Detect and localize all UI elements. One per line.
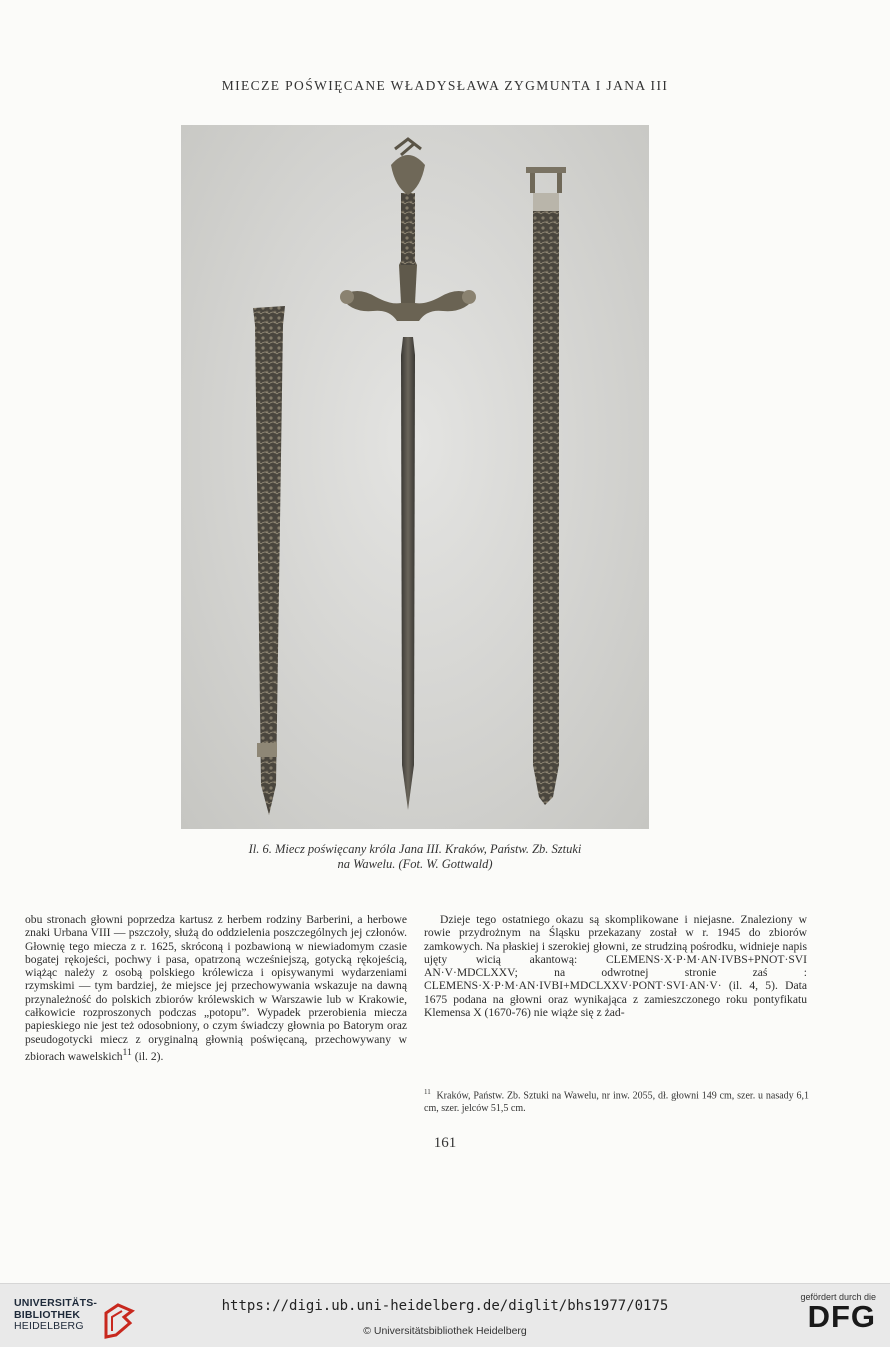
viewer-footer xyxy=(0,1283,890,1347)
caption-line-1: Il. 6. Miecz poświęcany króla Jana III. Kraków, Państw. Zb. Sztuki xyxy=(248,842,582,856)
library-name-line-2: BIBLIOTHEK xyxy=(14,1308,81,1321)
dfg-logo[interactable] xyxy=(786,1292,876,1332)
scabbard xyxy=(253,306,285,815)
copyright-notice: © Universitätsbibliothek Heidelberg xyxy=(363,1325,527,1337)
sword-belt xyxy=(526,167,566,805)
body-left-text: obu stronach głowni poprzedza kartusz z herbem rodziny Barberini, a herbowe znaki Urbana VIII — pszczoły, służą do oddzielenia poszczególnych jej członów. Głownię tego miecza z r. 1625, skróconą i pozbawioną w niewiadomym czasie bogatej rękojeści, pochwy i pasa, opatrzoną wcześniejszą, gotycką rękojeścią, wiążąc należy z osobą polskiego królewicza i opisywanymi wydarzeniami rzymskimi — tym bardziej, że miejsce jej przechowywania wskazuje na dawną przynależność do polskich zbiorów królewskich w Warszawie lub w Krakowie, całkowicie rozproszonych podczas „potopu”. Wypadek przerobienia miecza papieskiego nie jest też odosobniony, o czym świadczy głownia po Batorym oraz pseudogotycki miecz z oryginalną głownią poświęcaną, przechowywany w zbiorach wawelskich xyxy=(25,913,407,1063)
body-paragraph: Dzieje tego ostatniego okazu są skomplikowane i niejasne. Znaleziony w rowie przydrożnym na Śląsku przekazany został w r. 1945 do zbiorów zamkowych. Na płaskiej i szerokiej głowni, ze strudziną pośrodku, widnieje napis ujęty wicią akantową: CLEMENS·X·P·M·AN·IVBS+PNOT·SVI AN·V·MDCLXXV; na odwrotnej stronie zaś : CLEMENS·X·P·M·AN·IVBI+MDCLXXV·PONT·SVI·AN·V· (il. 4, 5). Data 1675 podana na głowni oraz wynikająca z zamieszczonego roku pontyfikatu Klemensa X (1670-76) nie wiąże się z żad- xyxy=(424,913,807,1020)
sword xyxy=(340,139,476,810)
library-name-line-3: HEIDELBERG xyxy=(14,1320,84,1332)
funding-note: gefördert durch die xyxy=(800,1292,876,1302)
body-column-left xyxy=(25,913,407,1063)
body-column-right xyxy=(424,913,807,1019)
page-number: 161 xyxy=(433,1135,457,1151)
figure-caption xyxy=(185,842,645,872)
body-left-end: (il. 2). xyxy=(131,1049,164,1063)
footnote-text: Kraków, Państw. Zb. Sztuki na Wawelu, nr inw. 2055, dł. głowni 149 cm, szer. u nasady 6,1 cm, szer. jelców 51,5 cm. xyxy=(424,1090,810,1115)
photo-plate xyxy=(181,125,649,829)
dfg-wordmark: DFG xyxy=(807,1299,876,1334)
running-head: MIECZE POŚWIĘCANE WŁADYSŁAWA ZYGMUNTA I JANA III xyxy=(221,78,669,93)
footnote-reference: 11 xyxy=(122,1046,132,1058)
permalink-url[interactable]: https://digi.ub.uni-heidelberg.de/diglit/bhs1977/0175 xyxy=(221,1298,669,1314)
sword-photograph xyxy=(181,125,649,829)
footnote-number: 11 xyxy=(424,1088,431,1096)
footnote xyxy=(424,1086,809,1115)
library-name-line-1: UNIVERSITÄTS- xyxy=(14,1297,98,1309)
caption-line-2: na Wawelu. (Fot. W. Gottwald) xyxy=(337,857,493,871)
body-paragraph xyxy=(25,913,407,1063)
